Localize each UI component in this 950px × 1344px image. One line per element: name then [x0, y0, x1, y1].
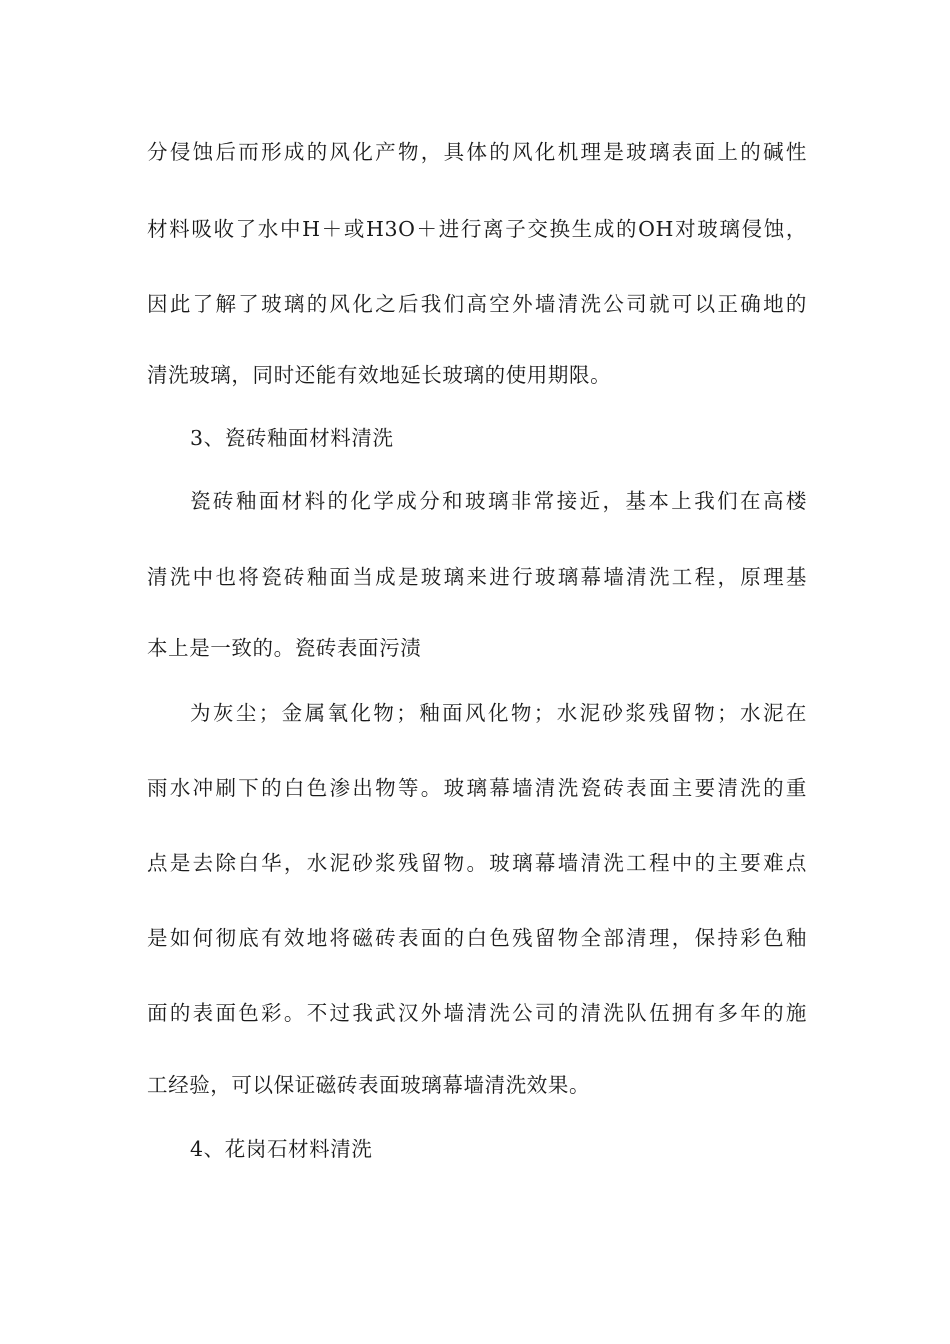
paragraph-line: 点是去除白华，水泥砂浆残留物。玻璃幕墙清洗工程中的主要难点	[147, 851, 807, 875]
paragraph-line: 本上是一致的。瓷砖表面污渍	[147, 636, 422, 660]
paragraph-line: 工经验，可以保证磁砖表面玻璃幕墙清洗效果。	[147, 1073, 591, 1097]
paragraph-line: 因此了解了玻璃的风化之后我们高空外墙清洗公司就可以正确地的	[147, 292, 807, 316]
paragraph-line: 分侵蚀后而形成的风化产物，具体的风化机理是玻璃表面上的碱性	[147, 140, 807, 164]
paragraph-line: 清洗玻璃，同时还能有效地延长玻璃的使用期限。	[147, 363, 612, 387]
paragraph-line: 雨水冲刷下的白色渗出物等。玻璃幕墙清洗瓷砖表面主要清洗的重	[147, 776, 807, 800]
paragraph-line: 瓷砖釉面材料的化学成分和玻璃非常接近，基本上我们在高楼	[190, 489, 807, 513]
paragraph-line: 清洗中也将瓷砖釉面当成是玻璃来进行玻璃幕墙清洗工程，原理基	[147, 565, 807, 589]
paragraph-line: 是如何彻底有效地将磁砖表面的白色残留物全部清理，保持彩色釉	[147, 926, 807, 950]
section-heading: 4、花岗石材料清洗	[190, 1137, 373, 1161]
paragraph-line: 为灰尘；金属氧化物；釉面风化物；水泥砂浆残留物；水泥在	[190, 701, 807, 725]
paragraph-line: 材料吸收了水中H＋或H3O＋进行离子交换生成的OH对玻璃侵蚀，	[147, 217, 807, 241]
section-heading: 3、瓷砖釉面材料清洗	[190, 426, 394, 450]
paragraph-line: 面的表面色彩。不过我武汉外墙清洗公司的清洗队伍拥有多年的施	[147, 1001, 807, 1025]
